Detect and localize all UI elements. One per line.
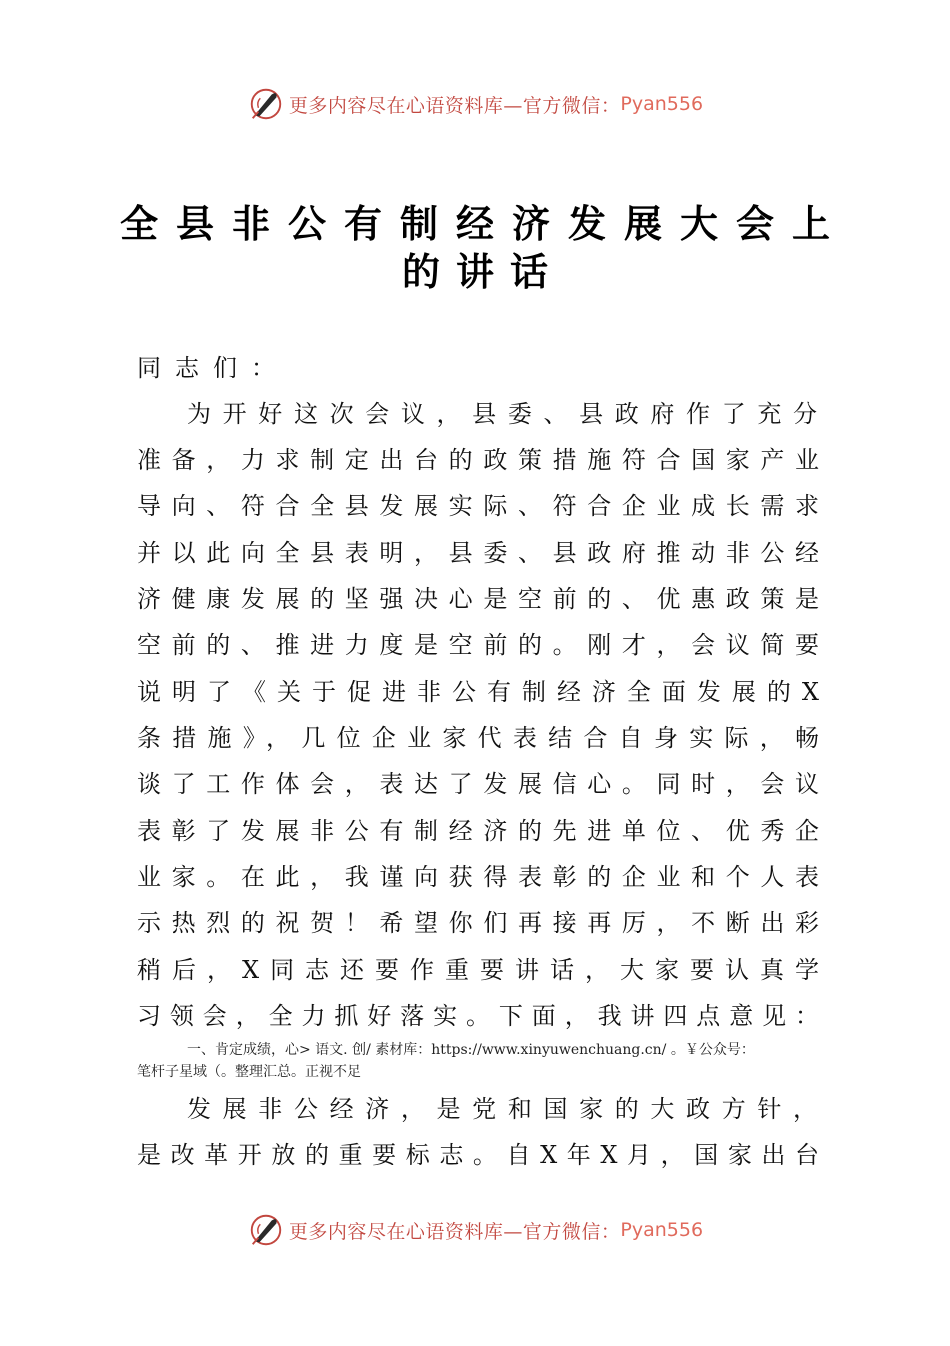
title-line-1: 全县非公有制经济发展大会上 (119, 201, 848, 246)
header-banner-text: 更多内容尽在心语资料库—官方微信： (288, 94, 621, 117)
footer-wechat-id: Pyan556 (620, 1219, 704, 1241)
text-line: 条措施》，几位企业家代表结合自身实际，畅 (137, 724, 819, 752)
text-line: 示热烈的祝贺！希望你们再接再厉，不断出彩 (137, 909, 819, 937)
text-line: 是改革开放的重要标志。自X年X月，国家出台 (137, 1141, 819, 1169)
footer-watermark-banner (0, 1210, 950, 1250)
quill-logo-icon (247, 85, 285, 123)
text-line: 谈了工作体会，表达了发展信心。同时，会议 (137, 770, 819, 798)
text-line: 为开好这次会议，县委、县政府作了充分 (187, 400, 817, 428)
footer-banner-text: 更多内容尽在心语资料库—官方微信： (288, 1220, 621, 1243)
document-title (0, 200, 950, 296)
quill-logo-icon (247, 1211, 285, 1249)
source-note-line-2: 笔杆子星域（。整理汇总。正视不足 (137, 1064, 361, 1080)
text-line: 空前的、推进力度是空前的。刚才，会议简要 (137, 631, 819, 659)
header-watermark-banner (0, 84, 950, 124)
text-line: 表彰了发展非公有制经济的先进单位、优秀企 (137, 817, 819, 845)
header-wechat-id: Pyan556 (620, 93, 704, 115)
text-line: 说明了《关于促进非公有制经济全面发展的X (137, 678, 819, 706)
text-line: 导向、符合全县发展实际、符合企业成长需求 (137, 492, 819, 520)
text-line: 准备，力求制定出台的政策措施符合国家产业 (137, 446, 819, 474)
text-line: 并以此向全县表明，县委、县政府推动非公经 (137, 539, 819, 567)
salutation: 同志们： (137, 354, 289, 382)
text-line: 济健康发展的坚强决心是空前的、优惠政策是 (137, 585, 819, 613)
text-line: 发展非公经济，是党和国家的大政方针， (187, 1095, 817, 1123)
text-line: 习领会，全力抓好落实。下面，我讲四点意见： (137, 1002, 819, 1030)
text-line: 业家。在此，我谨向获得表彰的企业和个人表 (137, 863, 819, 891)
source-note-line-1: 一、肯定成绩，心> 语文. 创/ 素材库：https://www.xinyuwenchuang.cn/ 。￥公众号： (187, 1042, 755, 1058)
title-line-2: 的讲话 (401, 249, 564, 294)
text-line: 稍后，X同志还要作重要讲话，大家要认真学 (137, 956, 819, 984)
